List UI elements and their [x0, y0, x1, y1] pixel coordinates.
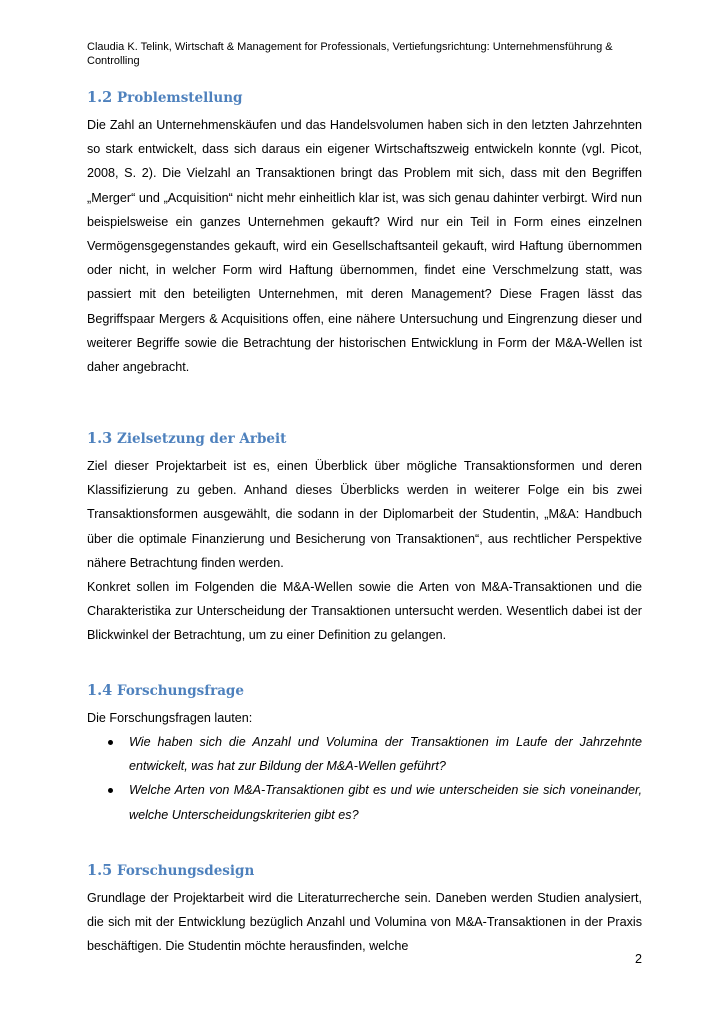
page-number: 2: [634, 952, 642, 966]
section-heading-forschungsdesign: [87, 862, 254, 880]
section-title: Zielsetzung der Arbeit: [117, 431, 287, 447]
research-question: Wie haben sich die Anzahl und Volumina der Transaktionen im Laufe der Jahrzehnte entwickelt, was hat zur Bildung der M&A-Wellen geführt?: [129, 735, 642, 774]
research-question-list: [87, 730, 642, 827]
section-number: 1.2: [87, 89, 113, 106]
section-number: 1.3: [87, 430, 113, 447]
paragraph: Ziel dieser Projektarbeit ist es, einen Überblick über mögliche Transaktionsformen und deren Klassifizierung zu geben. Anhand dieses Überblicks werden in weiterer Folge ein bis zwei Transaktionsformen ausgewählt, die sodann in der Diplomarbeit der Studentin, „M&A: Handbuch über die optimale Finanzierung und Besicherung von Transaktionen“, aus rechtlicher Perspektive nähere Betrachtung finden werden.: [87, 459, 642, 570]
section-title: Forschungsdesign: [117, 863, 255, 879]
list-intro: Die Forschungsfragen lauten:: [87, 711, 253, 725]
paragraph: Konkret sollen im Folgenden die M&A-Wellen sowie die Arten von M&A-Transaktionen und die Charakteristika zur Unterscheidung der Transaktionen untersucht werden. Wesentlich dabei ist der Blickwinkel der Betrachtung, um zu einer Definition zu gelangen.: [87, 580, 642, 643]
section-title: Problemstellung: [117, 90, 243, 106]
section-heading-zielsetzung: [87, 430, 286, 448]
list-item: [87, 778, 642, 826]
bullet-icon: [108, 740, 113, 745]
section-title: Forschungsfrage: [117, 683, 244, 699]
running-header: Claudia K. Telink, Wirtschaft & Management for Professionals, Vertiefungsrichtung: Unternehmensführung & Controlling: [87, 41, 613, 67]
section-number: 1.5: [87, 862, 113, 879]
paragraph: Grundlage der Projektarbeit wird die Literaturrecherche sein. Daneben werden Studien analysiert, die sich mit der Entwicklung bezüglich Anzahl und Volumina von M&A-Transaktionen in der Praxis beschäftigen. Die Studentin möchte herausfinden, welche: [87, 891, 642, 954]
paragraph: Die Zahl an Unternehmenskäufen und das Handelsvolumen haben sich in den letzten Jahrzehnten so stark entwickelt, dass sich daraus ein eigener Wirtschaftszweig entwickeln konnte (vgl. Picot, 2008, S. 2). Die Vielzahl an Transaktionen bringt das Problem mit sich, dass mit den Begriffen „Merger“ und „Acquisition“ nicht mehr einheitlich klar ist, was sich genau dahinter verbirgt. Wird nun beispielsweise ein ganzes Unternehmen gekauft? Wird nur ein Teil in Form eines einzelnen Vermögensgegenstandes gekauft, wird ein Gesellschaftsanteil gekauft, wird Haftung übernommen oder nicht, in welcher Form wird Haftung übernommen, findet eine Verschmelzung statt, was passiert mit den beteiligten Unternehmen, mit deren Management? Diese Fragen lässt das Begriffspaar Mergers & Acquisitions offen, eine nähere Untersuchung und Eingrenzung dieser und weiterer Begriffe sowie die Betrachtung der historischen Entwicklung in Form der M&A-Wellen ist daher angebracht.: [87, 118, 642, 375]
research-question: Welche Arten von M&A-Transaktionen gibt es und wie unterscheiden sie sich voneinander, welche Unterscheidungskriterien gibt es?: [129, 783, 642, 822]
bullet-icon: [108, 788, 113, 793]
section-heading-forschungsfrage: [87, 682, 244, 700]
section-heading-problemstellung: [87, 89, 242, 107]
list-item: [87, 730, 642, 778]
section-number: 1.4: [87, 682, 113, 699]
